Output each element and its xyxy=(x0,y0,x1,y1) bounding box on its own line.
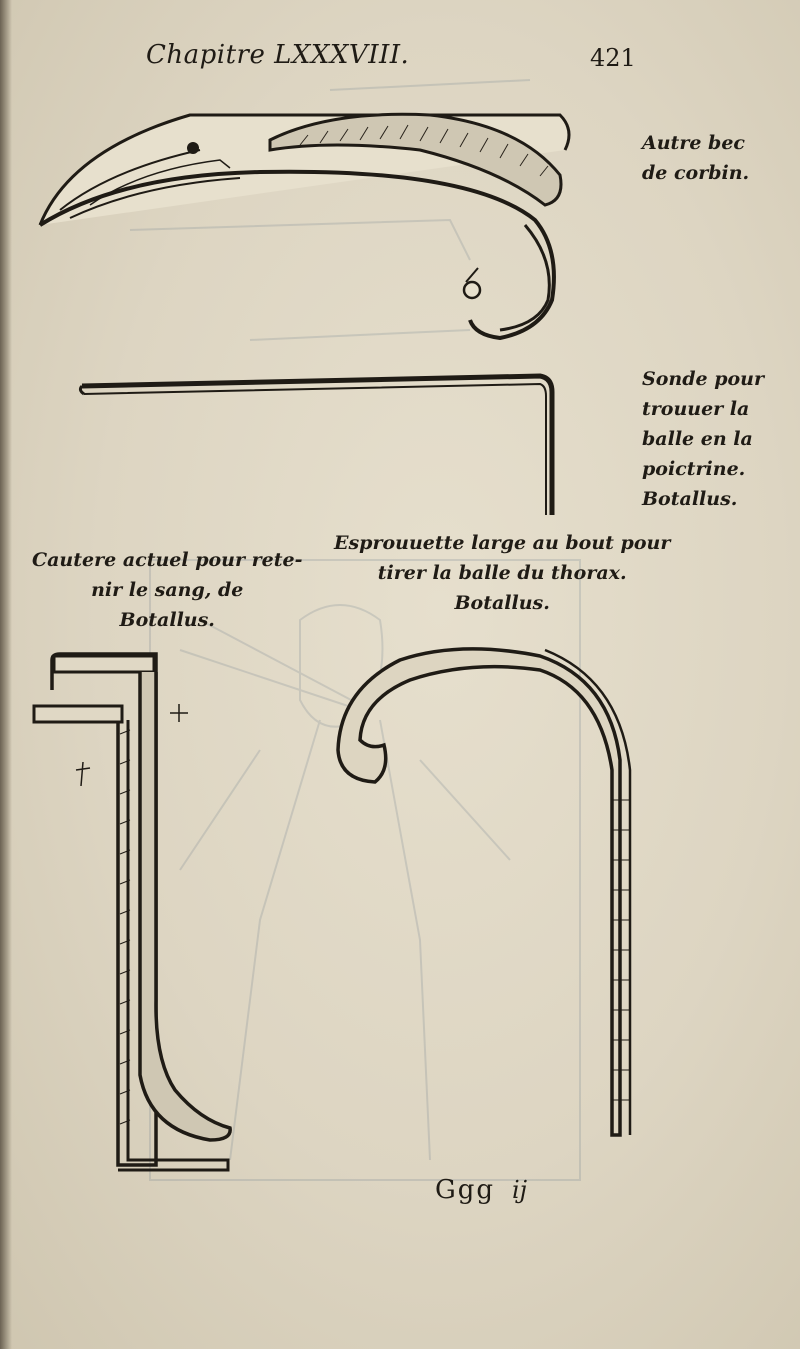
caption-line: tirer la balle du thorax. xyxy=(377,562,627,584)
caption-sonde xyxy=(642,364,764,514)
page-number: 421 xyxy=(590,44,636,72)
caption-esprouuette xyxy=(334,528,670,618)
caption-line: Sonde pour xyxy=(642,368,764,390)
caption-line: balle en la xyxy=(642,428,753,450)
caption-cautere-actuel xyxy=(32,545,302,635)
caption-line: Esprouuette large au bout pour xyxy=(334,532,671,554)
caption-line: Botallus. xyxy=(454,592,550,614)
caption-line: Botallus. xyxy=(119,609,215,631)
signature-number: ij xyxy=(512,1176,528,1204)
caption-line: trouuer la xyxy=(642,398,750,420)
caption-line: poictrine. xyxy=(642,458,746,480)
sonde-probe-instrument xyxy=(80,376,552,515)
cautere-instrument xyxy=(34,654,230,1170)
bec-de-corbin-instrument xyxy=(40,114,569,338)
caption-line: Botallus. xyxy=(642,488,738,510)
caption-autre-bec-de-corbin xyxy=(642,128,749,188)
caption-line: Cautere actuel pour rete- xyxy=(32,549,303,571)
caption-line: de corbin. xyxy=(642,162,750,184)
caption-line: nir le sang, de xyxy=(91,579,244,601)
chapter-heading: Chapitre LXXXVIII. xyxy=(146,40,410,70)
signature-mark: Ggg xyxy=(435,1175,496,1205)
esprouuette-instrument xyxy=(338,649,630,1135)
caption-line: Autre bec xyxy=(642,132,745,154)
